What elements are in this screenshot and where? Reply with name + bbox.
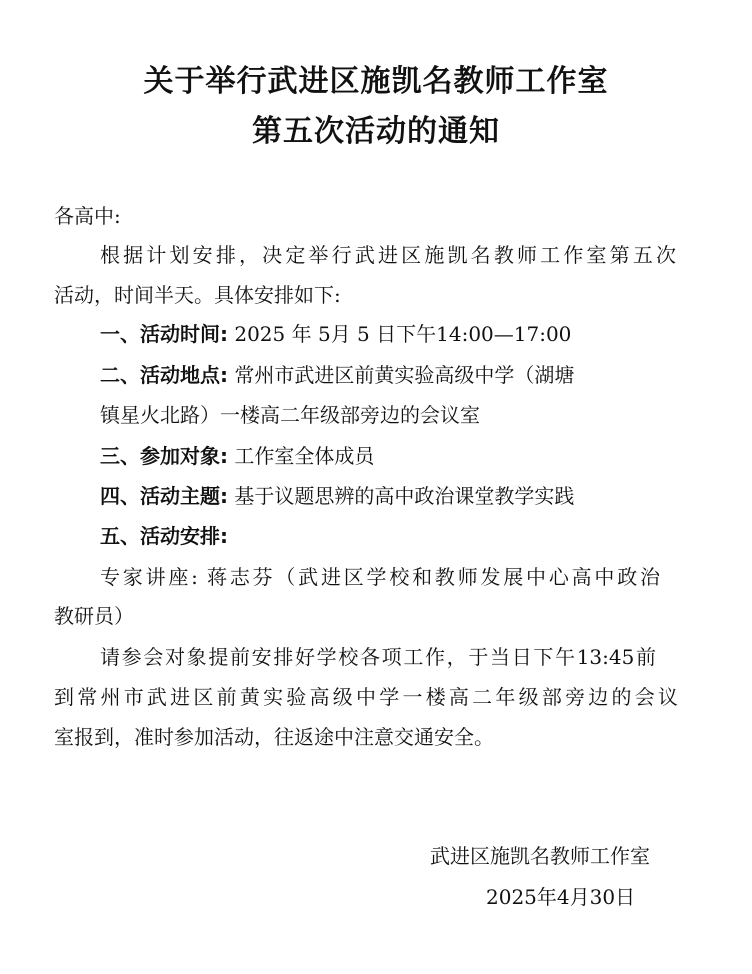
item-place-value-2: 镇星火北路）一楼高二年级部旁边的会议室 — [100, 403, 480, 427]
signature-organization: 武进区施凯名教师工作室 — [430, 844, 650, 868]
item-arrangement-label: 五、活动安排: — [100, 524, 228, 548]
signature-date: 2025年4月30日 — [486, 885, 636, 909]
notice-line-1: 请参会对象提前安排好学校各项工作，于当日下午13:45前 — [100, 645, 656, 669]
title-line-1: 关于举行武进区施凯名教师工作室 — [143, 64, 609, 99]
item-arrangement — [100, 522, 228, 550]
salutation: 各高中: — [54, 204, 121, 228]
item-place-label: 二、活动地点: — [100, 363, 228, 387]
intro-line-2: 活动，时间半天。具体安排如下: — [54, 283, 341, 307]
title-line-2: 第五次活动的通知 — [252, 114, 500, 149]
item-participants-value: 工作室全体成员 — [228, 444, 375, 468]
item-theme-label: 四、活动主题: — [100, 484, 228, 508]
intro-line-1: 根据计划安排，决定举行武进区施凯名教师工作室第五次 — [100, 243, 676, 267]
item-time — [100, 320, 571, 348]
item-theme-value: 基于议题思辨的高中政治课堂教学实践 — [228, 484, 575, 508]
lecture-line-1: 专家讲座: 蒋志芬（武进区学校和教师发展中心高中政治 — [100, 565, 660, 589]
item-time-value: 2025 年 5月 5 日下午14:00—17:00 — [228, 322, 572, 346]
item-participants-label: 三、参加对象: — [100, 444, 228, 468]
item-time-label: 一、活动时间: — [100, 322, 228, 346]
item-place — [100, 361, 574, 389]
item-theme — [100, 482, 574, 510]
item-place-value-1: 常州市武进区前黄实验高级中学（湖塘 — [228, 363, 575, 387]
notice-line-2: 到常州市武进区前黄实验高级中学一楼高二年级部旁边的会议 — [54, 685, 678, 709]
notice-line-3: 室报到，准时参加活动，往返途中注意交通安全。 — [54, 725, 494, 749]
item-participants — [100, 442, 374, 470]
lecture-line-2: 教研员） — [54, 604, 134, 628]
